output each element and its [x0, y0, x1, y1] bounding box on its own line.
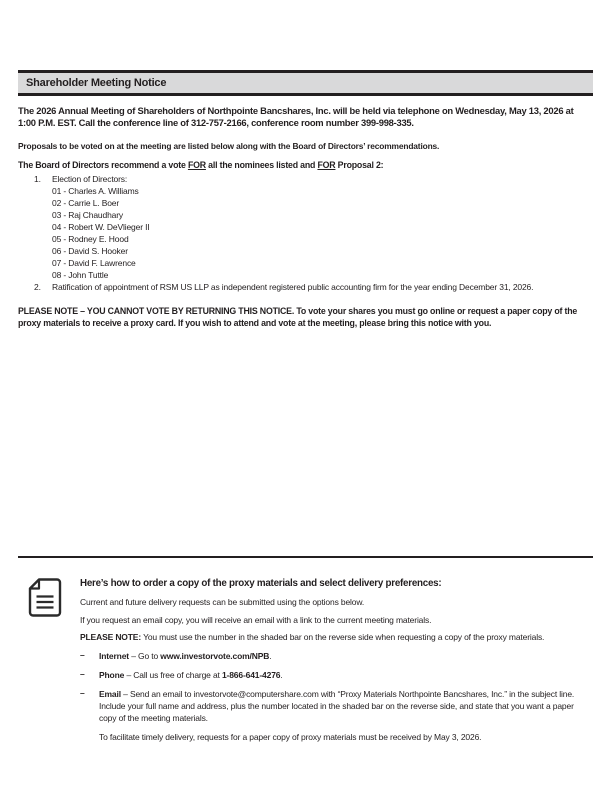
nominee-item: 08 - John Tuttle	[52, 270, 109, 280]
recommendation-text: Proposal 2:	[335, 160, 384, 170]
order-materials-row	[18, 577, 593, 743]
order-please-note	[80, 632, 593, 642]
bullet-email-text	[99, 688, 593, 724]
title-bar-bottom-rule	[18, 93, 593, 96]
order-line-1: Current and future delivery requests can be submitted using the options below.	[80, 597, 365, 607]
proposal-1	[18, 173, 593, 281]
order-please-note-label: PLEASE NOTE:	[80, 632, 142, 642]
bullet-internet	[80, 650, 593, 662]
order-line-2: If you request an email copy, you will receive an email with a link to the current meeting materials.	[80, 614, 432, 625]
proposal-1-number: 1.	[34, 174, 41, 184]
order-materials-text	[80, 577, 593, 743]
bullet-email-body: Send an email to investorvote@computershare.com with “Proxy Materials Northpointe Bancshares, Inc.” in the subject line. Include your full name and address, plus the number located in the shaded bar on the reverse side, and state that you want a paper copy of the meeting materials.	[99, 689, 575, 723]
internet-url: www.investorvote.com/NPB	[160, 651, 270, 661]
order-please-note-text: You must use the number in the shaded bar on the reverse side when requesting a copy of the proxy materials.	[141, 632, 545, 642]
bullet-internet-post: .	[269, 651, 272, 661]
notice-section	[18, 70, 593, 329]
bullet-phone-pre: Call us free of charge at	[133, 670, 222, 680]
board-recommendation-line	[18, 160, 593, 170]
bullet-separator: –	[124, 670, 134, 680]
bullet-dash: –	[80, 650, 85, 660]
recommendation-for-1: FOR	[187, 160, 206, 170]
nominee-item: 02 - Carrie L. Boer	[52, 198, 120, 208]
recommendation-text: all the nominees listed and	[205, 160, 318, 170]
cannot-vote-note-label: PLEASE NOTE – YOU CANNOT VOTE BY RETURNING THIS NOTICE.	[18, 306, 295, 316]
cannot-vote-note	[18, 306, 593, 329]
bullet-email	[80, 688, 593, 724]
nominee-item: 01 - Charles A. Williams	[52, 186, 139, 196]
bullet-phone	[80, 669, 593, 681]
meeting-intro-paragraph: The 2026 Annual Meeting of Shareholders of Northpointe Bancshares, Inc. will be held via telephone on Wednesday, May 13, 2026 at 1:00 P.M. EST. Call the conference line of 312-757-2166, conference room number 399-998-335.	[18, 105, 574, 128]
title-band	[18, 73, 593, 93]
recommendation-text: The Board of Directors recommend a vote	[18, 160, 188, 170]
phone-number: 1-866-641-4276	[221, 670, 281, 680]
bullet-internet-text	[99, 650, 593, 662]
order-heading: Here’s how to order a copy of the proxy materials and select delivery preferences:	[80, 578, 442, 589]
nominee-item: 06 - David S. Hooker	[52, 246, 128, 256]
page-title: Shareholder Meeting Notice	[26, 77, 167, 89]
proposal-2-number: 2.	[34, 282, 41, 292]
nominee-item: 03 - Raj Chaudhary	[52, 210, 124, 220]
proposal-2	[18, 281, 593, 293]
order-materials-section	[18, 556, 593, 743]
document-icon	[28, 577, 62, 743]
proposal-2-text: Ratification of appointment of RSM US LLP as independent registered public accounting firm for the year ending December 31, 2026.	[52, 282, 534, 292]
cannot-vote-note-text: To vote your shares you must go online or request a paper copy of the proxy materials to receive a proxy card. If you wish to attend and vote at the meeting, please bring this notice with you.	[18, 306, 578, 328]
nominee-item: 05 - Rodney E. Hood	[52, 234, 129, 244]
bullet-email-label: Email	[99, 689, 121, 699]
section-divider-rule	[18, 556, 593, 558]
bullet-separator: –	[120, 689, 130, 699]
bullet-phone-text	[99, 669, 593, 681]
order-footer-deadline: To facilitate timely delivery, requests for a paper copy of proxy materials must be received by May 3, 2026.	[99, 732, 482, 742]
proposals-line: Proposals to be voted on at the meeting are listed below along with the Board of Directors’ recommendations.	[18, 141, 440, 151]
notice-title-bar	[18, 70, 593, 96]
nominee-item: 07 - David F. Lawrence	[52, 258, 136, 268]
proposal-1-body	[52, 173, 593, 281]
bullet-separator: –	[128, 651, 138, 661]
bullet-internet-pre: Go to	[138, 651, 161, 661]
nominee-item: 04 - Robert W. DeVlieger II	[52, 222, 150, 232]
bullet-phone-post: .	[280, 670, 283, 680]
recommendation-for-2: FOR	[317, 160, 336, 170]
bullet-dash: –	[80, 669, 85, 679]
proposal-1-title: Election of Directors:	[52, 174, 128, 184]
bullet-internet-label: Internet	[99, 651, 129, 661]
bullet-phone-label: Phone	[99, 670, 125, 680]
bullet-dash: –	[80, 688, 85, 698]
